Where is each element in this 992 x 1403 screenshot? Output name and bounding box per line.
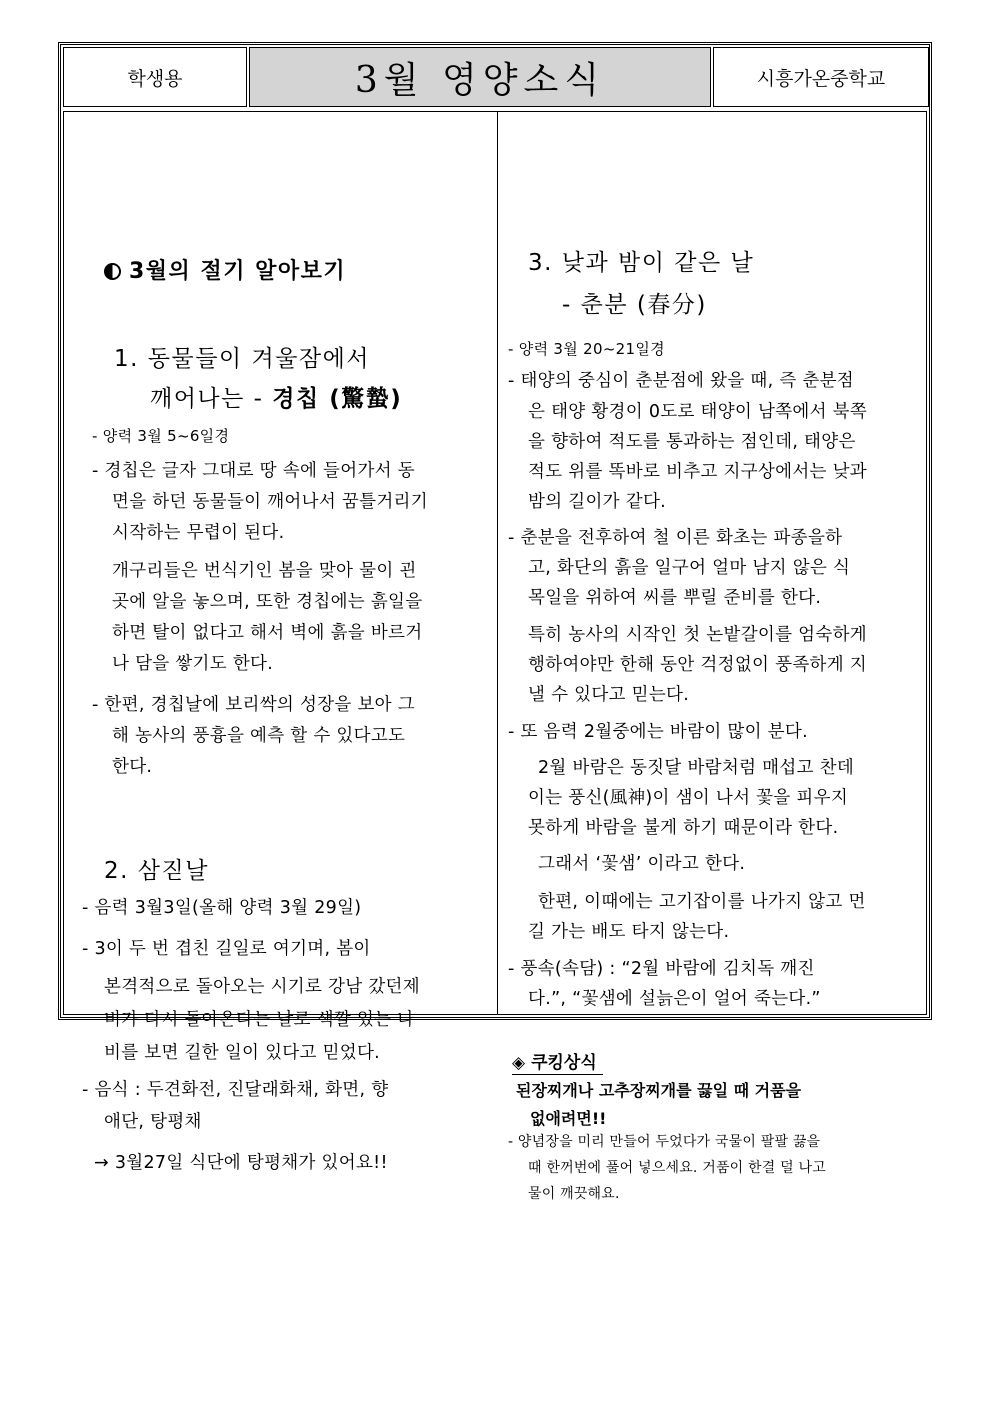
s1-title-line1: 1. 동물들이 겨울잠에서 — [114, 346, 371, 372]
s3-line: 적도 위를 똑바로 비추고 지구상에서는 낮과 — [528, 462, 868, 482]
s3-line: 목일을 위하여 씨를 뿌릴 준비를 한다. — [528, 588, 822, 608]
s1-line: 면을 하던 동물들이 깨어나서 꿈틀거리기 — [112, 492, 428, 512]
s3-line: - 춘분을 전후하여 철 이른 화초는 파종을하 — [508, 528, 843, 548]
audience-label: 학생용 — [63, 47, 247, 107]
right-column — [498, 112, 934, 1202]
s1-line: - 한편, 경칩날에 보리싹의 성장을 보아 그 — [92, 695, 415, 715]
s1-title-bold: 경칩 (驚蟄) — [272, 386, 403, 412]
school-name: 시흥가온중학교 — [713, 47, 929, 107]
s1-line: - 경칩은 글자 그대로 땅 속에 들어가서 동 — [92, 461, 415, 481]
half-circle-icon — [104, 263, 121, 280]
s3-line: 은 태양 황경이 0도로 태양이 남쪽에서 북쪽 — [528, 402, 868, 422]
s2-line: → 3월27일 식단에 탕평채가 있어요!! — [94, 1153, 388, 1173]
s3-line: 못하게 바람을 불게 하기 때문이라 한다. — [528, 818, 839, 838]
s3-line: 한편, 이때에는 고기잡이를 나가지 않고 먼 — [538, 892, 866, 912]
s3-title-line2: - 춘분 (春分) — [562, 292, 707, 318]
s3-line: 을 향하여 적도를 통과하는 점인데, 태양은 — [528, 432, 856, 452]
content-area — [63, 111, 927, 1202]
s3-line: 이는 풍신(風神)이 샘이 나서 꽃을 피우지 — [528, 788, 849, 808]
s1-line: 한다. — [112, 757, 153, 777]
s3-line: 길 가는 배도 타지 않는다. — [528, 922, 730, 942]
header-row — [61, 45, 929, 111]
s3-title-line1: 3. 낮과 밤이 같은 날 — [528, 250, 755, 276]
s1-line: 해 농사의 풍흉을 예측 할 수 있다고도 — [112, 726, 406, 746]
s2-line: 비가 다시 돌아온다는 날로 색깔 있는 나 — [104, 1010, 415, 1030]
s3-line: - 양력 3월 20~21일경 — [508, 340, 665, 358]
s3-line: - 태양의 중심이 춘분점에 왔을 때, 즉 춘분점 — [508, 371, 854, 391]
s1-title-prefix: 깨어나는 - — [150, 386, 273, 412]
s3-line: - 풍속(속담) : “2월 바람에 김치독 깨진 — [508, 959, 815, 979]
cooking-line: 물이 깨끗해요. — [528, 1186, 620, 1202]
cooking-line: 때 한꺼번에 풀어 넣으세요. 거품이 한결 덜 나고 — [528, 1160, 826, 1176]
s3-line: 특히 농사의 시작인 첫 논밭갈이를 엄숙하게 — [528, 625, 868, 645]
s2-line: 본격적으로 돌아오는 시기로 강남 갔던제 — [104, 977, 420, 997]
s2-title: 2. 삼짇날 — [104, 858, 209, 884]
s2-line: 애단, 탕평채 — [104, 1112, 202, 1132]
s3-line: 밤의 길이가 같다. — [528, 492, 667, 512]
cooking-subtitle-line1: 된장찌개나 고추장찌개를 끓일 때 거품을 — [516, 1081, 802, 1100]
diamond-icon: ◈ — [512, 1053, 526, 1073]
s3-line: 고, 화단의 흙을 일구어 얼마 남지 않은 식 — [528, 558, 851, 578]
s1-line: - 양력 3월 5~6일경 — [92, 427, 230, 445]
section-heading — [104, 254, 346, 285]
cooking-subtitle-line2: 없애려면!! — [530, 1109, 607, 1128]
cooking-tips-title: 쿠킹상식 — [531, 1053, 597, 1073]
s2-line: 비를 보면 길한 일이 있다고 믿었다. — [104, 1043, 381, 1063]
s1-line: 시작하는 무렵이 된다. — [112, 523, 285, 543]
left-column — [64, 112, 497, 1173]
s1-title-line2 — [150, 380, 402, 413]
s1-line: 곳에 알을 놓으며, 또한 경칩에는 흙일을 — [112, 592, 423, 612]
s2-line: - 음식 : 두견화전, 진달래화채, 화면, 향 — [82, 1080, 389, 1100]
s3-line: 다.”, “꽃샘에 설늙은이 얼어 죽는다.” — [528, 989, 821, 1009]
s3-line: - 또 음력 2월중에는 바람이 많이 분다. — [508, 722, 808, 742]
section-heading-text: 3월의 절기 알아보기 — [129, 259, 347, 284]
s3-line: 그래서 ‘꽃샘’ 이라고 한다. — [538, 854, 746, 874]
document-frame — [58, 42, 932, 1202]
s3-line: 2월 바람은 동짓달 바람처럼 매섭고 찬데 — [538, 758, 855, 778]
s1-line: 나 담을 쌓기도 한다. — [112, 654, 274, 674]
s3-line: 낼 수 있다고 믿는다. — [528, 685, 690, 705]
s1-line: 하면 탈이 없다고 해서 벽에 흙을 바르거 — [112, 623, 423, 643]
newsletter-title: 3월 영양소식 — [249, 47, 711, 107]
s3-line: 행하여야만 한해 동안 걱정없이 풍족하게 지 — [528, 655, 868, 675]
s2-line: - 3이 두 번 겹친 길일로 여기며, 봄이 — [82, 939, 371, 959]
cooking-tips-heading — [512, 1048, 603, 1075]
s1-line: 개구리들은 번식기인 봄을 맞아 물이 괸 — [112, 561, 417, 581]
cooking-line: - 양념장을 미리 만들어 두었다가 국물이 팔팔 끓을 — [508, 1134, 821, 1150]
s2-line: - 음력 3월3일(올해 양력 3월 29일) — [82, 898, 362, 918]
